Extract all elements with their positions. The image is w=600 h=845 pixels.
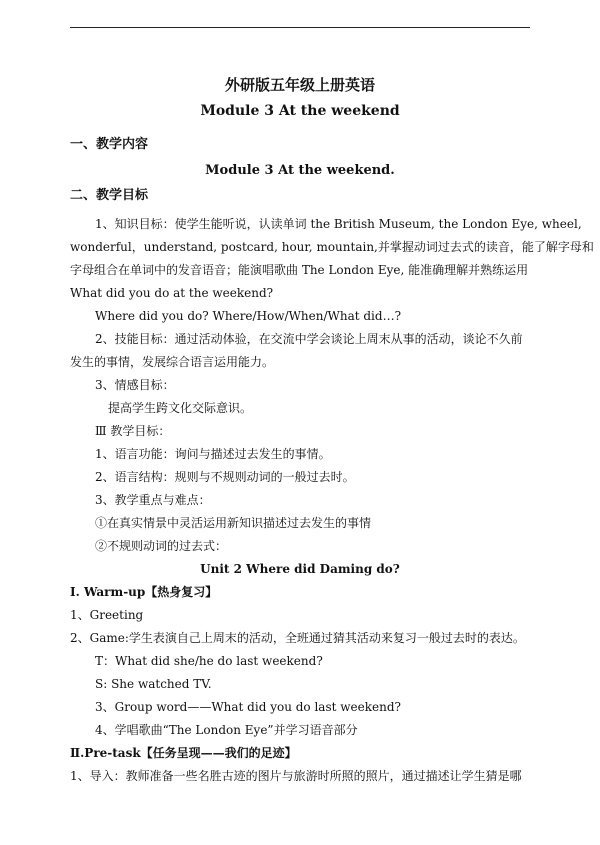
goal-1-line-4: What did you do at the weekend? <box>70 286 274 300</box>
warm-up-item-2: 2、Game:学生表演自己上周末的活动，全班通过猜其活动来复习一般过去时的表达。 <box>70 631 525 645</box>
goal-3-text: 提高学生跨文化交际意识。 <box>108 401 253 415</box>
warm-up-item-1: 1、Greeting <box>70 608 144 622</box>
goal-3-heading: 3、情感目标： <box>95 378 175 392</box>
header-rule <box>70 27 530 28</box>
goal-1-line-1: 1、知识目标：使学生能听说，认读单词 the British Museum, the London Eye, wheel, <box>95 217 582 231</box>
pre-task-heading: Ⅱ.Pre-task【任务呈现——我们的足迹】 <box>70 746 297 760</box>
goal-2-line-1: 2、技能目标：通过活动体验，在交流中学会谈论上周末从事的活动，谈论不久前 <box>95 332 523 346</box>
goal-2-line-2: 发生的事情，发展综合语言运用能力。 <box>70 355 275 369</box>
warm-up-teacher-line: T：What did she/he do last weekend? <box>95 654 323 668</box>
section-1-heading: 一、教学内容 <box>70 137 149 152</box>
iii-item-1: 1、语言功能：询问与描述过去发生的事情。 <box>95 447 331 461</box>
goal-1-line-3: 字母组合在单词中的发音语音；能演唱歌曲 The London Eye, 能准确理解并熟练运用 <box>70 263 529 277</box>
warm-up-item-4: 4、学唱歌曲“The London Eye”并学习语音部分 <box>95 723 358 737</box>
warm-up-item-3: 3、Group word——What did you do last weekend? <box>95 700 401 714</box>
iii-item-3: 3、教学重点与难点： <box>95 493 211 507</box>
document-subtitle: Module 3 At the weekend <box>200 103 400 119</box>
iii-item-2: 2、语言结构：规则与不规则动词的一般过去时。 <box>95 470 355 484</box>
iii-heading: Ⅲ 教学目标： <box>95 424 171 438</box>
iii-item-3b: ②不规则动词的过去式： <box>95 539 228 553</box>
goal-1-line-5: Where did you do? Where/How/When/What did…? <box>95 309 402 323</box>
document-title: 外研版五年级上册英语 <box>224 76 375 94</box>
section-2-heading: 二、教学目标 <box>70 188 149 203</box>
pre-task-item-1: 1、导入：教师准备一些名胜古迹的图片与旅游时所照的照片，通过描述让学生猜是哪 <box>70 769 522 783</box>
iii-item-3a: ①在真实情景中灵活运用新知识描述过去发生的事情 <box>95 516 372 530</box>
unit-title: Unit 2 Where did Daming do? <box>200 562 400 576</box>
section-1-content: Module 3 At the weekend. <box>205 163 395 178</box>
warm-up-heading: Ⅰ. Warm-up【热身复习】 <box>70 585 218 599</box>
warm-up-student-line: S: She watched TV. <box>95 677 212 691</box>
goal-1-line-2: wonderful，understand, postcard, hour, mountain,并掌握动词过去式的读音，能了解字母和 <box>70 240 594 254</box>
